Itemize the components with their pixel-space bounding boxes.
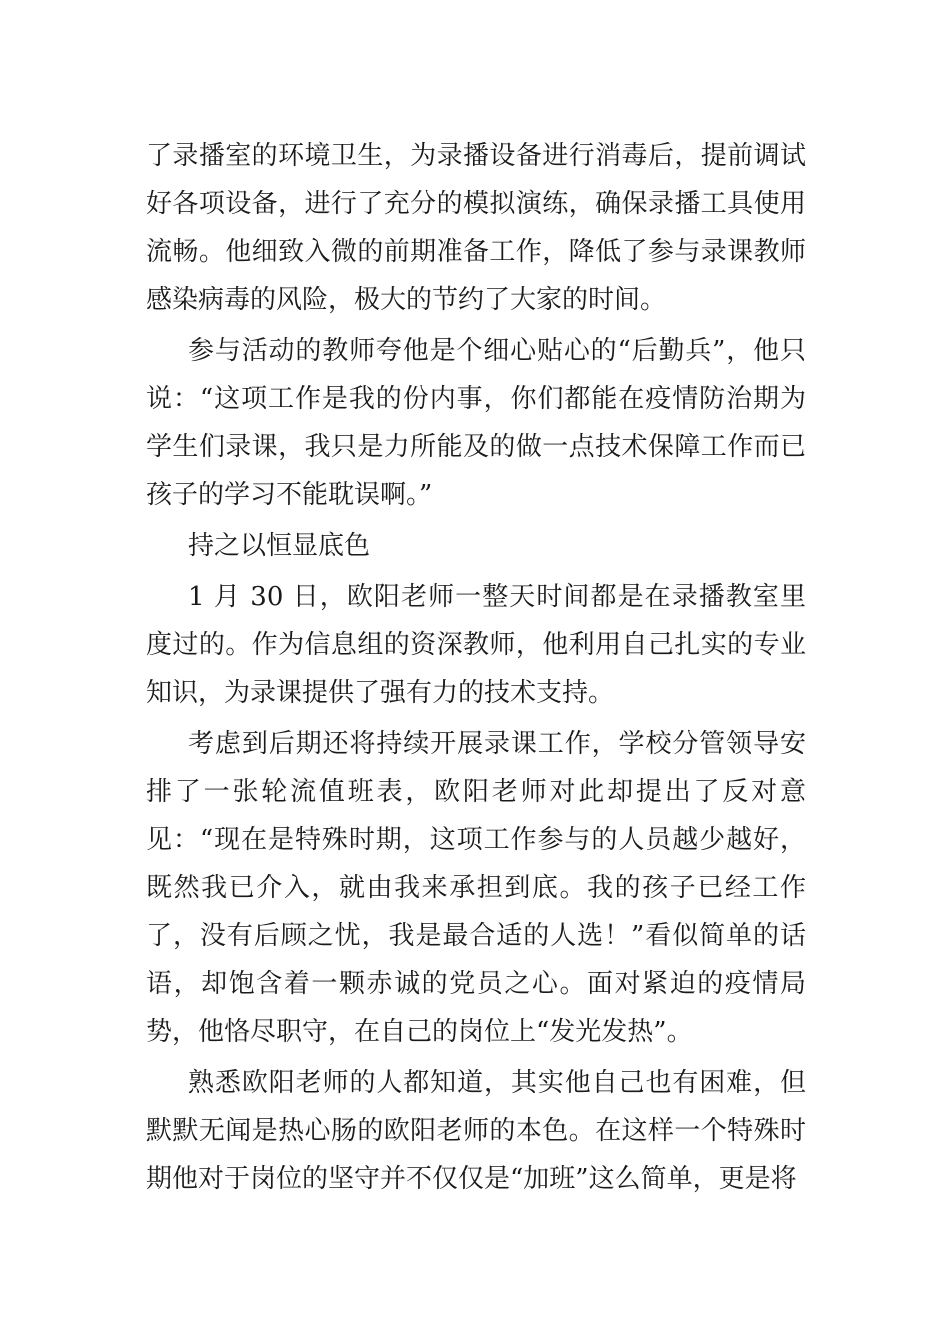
- document-body: [146, 132, 806, 1206]
- paragraph-4: 考虑到后期还将持续开展录课工作，学校分管领导安排了一张轮流值班表，欧阳老师对此却提出了反对意见：“现在是特殊时期，这项工作参与的人员越少越好，既然我已介入，就由我来承担到底。我的孩子已经工作了，没有后顾之忧，我是最合适的人选！”看似简单的话语，却饱含着一颗赤诚的党员之心。面对紧迫的疫情局势，他恪尽职守，在自己的岗位上“发光发热”。: [146, 729, 806, 1047]
- paragraph-1: 了录播室的环境卫生，为录播设备进行消毒后，提前调试好各项设备，进行了充分的模拟演练，确保录播工具使用流畅。他细致入微的前期准备工作，降低了参与录课教师感染病毒的风险，极大的节约了大家的时间。: [146, 141, 806, 315]
- section-heading: 持之以恒显底色: [188, 531, 371, 561]
- paragraph-2: 参与活动的教师夸他是个细心贴心的“后勤兵”，他只说：“这项工作是我的份内事，你们都能在疫情防治期为学生们录课，我只是力所能及的做一点技术保障工作而已孩子的学习不能耽误啊。”: [146, 336, 806, 510]
- paragraph-5: 熟悉欧阳老师的人都知道，其实他自己也有困难，但默默无闻是热心肠的欧阳老师的本色。在这样一个特殊时期他对于岗位的坚守并不仅仅是“加班”这么简单，更是将: [146, 1068, 806, 1194]
- paragraph-3: 1 月 30 日，欧阳老师一整天时间都是在录播教室里度过的。作为信息组的资深教师，他利用自己扎实的专业知识，为录课提供了强有力的技术支持。: [146, 582, 806, 708]
